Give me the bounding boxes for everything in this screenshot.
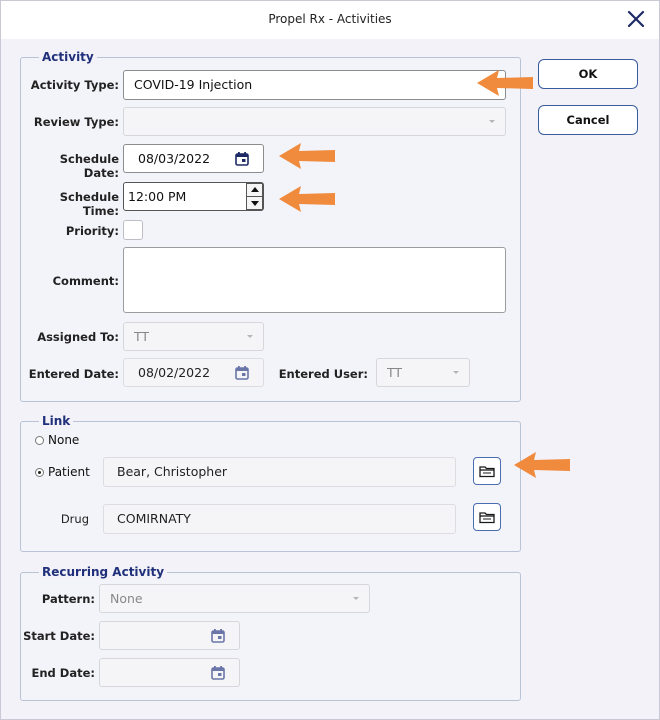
pattern-select[interactable] xyxy=(99,584,370,613)
radio-none-label: None xyxy=(48,433,80,447)
end-date-label: End Date: xyxy=(31,666,95,680)
schedule-date-label: Schedule Date: xyxy=(59,152,119,180)
comment-textarea[interactable] xyxy=(123,247,506,313)
entered-user-value: TT xyxy=(387,365,403,380)
activity-type-value: COVID-19 Injection xyxy=(134,77,253,92)
drug-label: Drug xyxy=(60,512,89,526)
time-up-button[interactable] xyxy=(246,183,263,197)
drug-browse-button[interactable] xyxy=(473,503,501,531)
chevron-down-icon xyxy=(453,371,459,374)
assigned-to-label: Assigned To: xyxy=(37,330,119,344)
title-bar xyxy=(1,1,659,39)
review-type-select[interactable] xyxy=(123,107,506,136)
priority-checkbox[interactable] xyxy=(123,220,143,240)
comment-label: Comment: xyxy=(52,274,119,288)
time-down-button[interactable] xyxy=(246,196,263,210)
chevron-down-icon xyxy=(489,120,495,123)
calendar-icon[interactable] xyxy=(211,666,225,680)
ok-button[interactable]: OK xyxy=(538,59,638,89)
callout-arrow xyxy=(277,184,337,214)
calendar-icon[interactable] xyxy=(211,629,225,643)
patient-value: Bear, Christopher xyxy=(117,464,228,479)
chevron-down-icon xyxy=(251,201,259,206)
start-date-picker[interactable] xyxy=(99,621,240,650)
pattern-value: None xyxy=(110,591,143,606)
callout-arrow xyxy=(512,450,572,480)
cancel-button[interactable]: Cancel xyxy=(538,105,638,135)
radio-none[interactable] xyxy=(35,433,79,447)
schedule-time-input[interactable] xyxy=(123,182,264,211)
assigned-to-select[interactable] xyxy=(123,322,264,351)
calendar-icon[interactable] xyxy=(235,152,249,166)
close-icon[interactable] xyxy=(625,8,647,30)
radio-patient-label: Patient xyxy=(48,465,90,479)
callout-arrow xyxy=(277,141,337,171)
entered-date-value: 08/02/2022 xyxy=(138,365,211,380)
link-legend: Link xyxy=(39,413,73,429)
folder-icon xyxy=(474,458,500,484)
entered-date-label: Entered Date: xyxy=(28,367,119,381)
schedule-time-label: Schedule Time: xyxy=(59,190,119,218)
chevron-down-icon xyxy=(353,597,359,600)
chevron-up-icon xyxy=(251,187,259,192)
schedule-time-value: 12:00 PM xyxy=(128,189,187,204)
entered-date-field xyxy=(123,358,264,387)
assigned-to-value: TT xyxy=(134,329,150,344)
calendar-icon xyxy=(235,366,249,380)
entered-user-select[interactable] xyxy=(376,358,470,387)
window-title: Propel Rx - Activities xyxy=(268,12,392,26)
activity-type-select[interactable] xyxy=(123,70,506,100)
chevron-down-icon xyxy=(247,335,253,338)
drug-field xyxy=(103,504,456,534)
pattern-label: Pattern: xyxy=(41,592,95,606)
patient-browse-button[interactable] xyxy=(473,457,501,485)
radio-patient-button[interactable] xyxy=(35,468,44,477)
entered-user-label: Entered User: xyxy=(278,367,368,381)
schedule-date-picker[interactable] xyxy=(123,144,264,173)
radio-none-button[interactable] xyxy=(35,436,44,445)
schedule-date-value: 08/03/2022 xyxy=(138,151,211,166)
folder-icon xyxy=(474,504,500,530)
radio-patient[interactable] xyxy=(35,465,90,479)
start-date-label: Start Date: xyxy=(23,629,95,643)
patient-field xyxy=(103,457,456,487)
activity-legend: Activity xyxy=(39,49,97,65)
end-date-picker[interactable] xyxy=(99,658,240,687)
priority-label: Priority: xyxy=(65,224,119,238)
review-type-label: Review Type: xyxy=(33,115,119,129)
recurring-legend: Recurring Activity xyxy=(39,564,167,580)
callout-arrow xyxy=(475,68,535,98)
drug-value: COMIRNATY xyxy=(117,511,191,526)
activity-type-label: Activity Type: xyxy=(30,78,119,92)
